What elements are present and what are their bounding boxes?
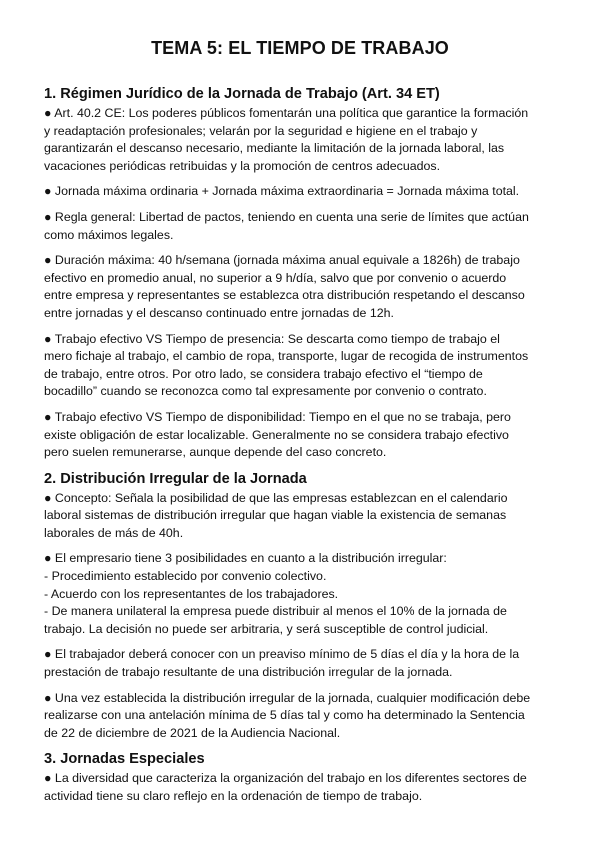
text-line: garantizarán el descanso necesario, mediante la limitación de la jornada laboral, las	[44, 141, 505, 156]
section-heading: 2. Distribución Irregular de la Jornada	[44, 470, 307, 487]
text-line: de trabajo, entre otros. Por otro lado, se considera trabajo efectivo el “tiempo de	[44, 366, 483, 381]
text-line: vacaciones periódicas retribuidas y la promoción de centros adecuados.	[44, 158, 441, 173]
text-line: trabajo. La decisión no puede ser arbitraria, y será susceptible de control judicial.	[44, 621, 489, 636]
text-line: laborales de más de 40h.	[44, 525, 184, 540]
text-line: y readaptación profesionales; velarán por la seguridad e higiene en el trabajo y	[44, 123, 478, 138]
text-line: ● Una vez establecida la distribución irregular de la jornada, cualquier modificación debe	[44, 690, 531, 705]
text-line: ● El empresario tiene 3 posibilidades en cuanto a la distribución irregular:	[44, 551, 447, 566]
document-title: TEMA 5: EL TIEMPO DE TRABAJO	[151, 38, 449, 58]
text-line: ● Concepto: Señala la posibilidad de que las empresas establezcan en el calendario	[44, 490, 508, 505]
text-line: ● La diversidad que caracteriza la organización del trabajo en los diferentes sectores de	[44, 771, 527, 786]
section-3	[44, 750, 556, 805]
text-line: - Acuerdo con los representantes de los trabajadores.	[44, 586, 339, 601]
text-line: prestación de trabajo resultante de una distribución irregular de la jornada.	[44, 665, 453, 680]
section-2	[44, 470, 556, 743]
bullet-paragraph	[44, 646, 556, 681]
text-line: ● Trabajo efectivo VS Tiempo de disponibilidad: Tiempo en el que no se trabaja, pero	[44, 409, 511, 424]
text-line: actividad tiene su claro reflejo en la ordenación de tiempo de trabajo.	[44, 789, 423, 803]
bullet-paragraph	[44, 252, 556, 322]
section-heading: 3. Jornadas Especiales	[44, 751, 205, 768]
bullet-paragraph	[44, 183, 556, 201]
text-line: realizarse con una antelación mínima de 5 días tal y como ha determinado la Sentencia	[44, 708, 525, 723]
bullet-paragraph	[44, 209, 556, 244]
text-line: ● Jornada máxima ordinaria + Jornada máxima extraordinaria = Jornada máxima total.	[44, 184, 520, 199]
text-line: bocadillo” cuando se reconozca como tal expresamente por convenio o contrato.	[44, 384, 487, 399]
text-line: pero suelen remunerarse, aunque depende del caso concreto.	[44, 445, 387, 460]
text-line: entre jornadas y el descanso continuado entre jornadas de 12h.	[44, 305, 394, 320]
text-line: laboral sistemas de distribución irregular que hagan viable la existencia de semanas	[44, 508, 507, 523]
section-1	[44, 85, 556, 462]
bullet-paragraph	[44, 409, 556, 462]
bullet-paragraph	[44, 690, 556, 743]
text-line: efectivo en promedio anual, no superior a 9 h/día, salvo que por convenio o acuerdo	[44, 270, 507, 285]
section-heading: 1. Régimen Jurídico de la Jornada de Trabajo (Art. 34 ET)	[44, 86, 440, 102]
text-line: mero fichaje al trabajo, el cambio de ropa, transporte, lugar de recogida de instrumentos	[44, 349, 529, 364]
text-line: de 22 de diciembre de 2021 de la Audiencia Nacional.	[44, 725, 341, 740]
text-line: - Procedimiento establecido por convenio colectivo.	[44, 569, 327, 584]
text-line: ● El trabajador deberá conocer con un preaviso mínimo de 5 días el día y la hora de la	[44, 647, 520, 662]
bullet-paragraph	[44, 105, 556, 175]
text-line: ● Duración máxima: 40 h/semana (jornada máxima anual equivale a 1826h) de trabajo	[44, 253, 520, 268]
bullet-paragraph	[44, 550, 556, 638]
text-line: ● Art. 40.2 CE: Los poderes públicos fomentarán una política que garantice la formación	[44, 106, 529, 120]
text-line: ● Regla general: Libertad de pactos, teniendo en cuenta una serie de límites que actúan	[44, 209, 529, 224]
bullet-paragraph	[44, 331, 556, 401]
bullet-paragraph	[44, 770, 556, 805]
document-body	[44, 85, 556, 806]
text-line: - De manera unilateral la empresa puede distribuir al menos el 10% de la jornada de	[44, 604, 507, 619]
bullet-paragraph	[44, 490, 556, 543]
text-line: existe obligación de estar localizable. Generalmente no se considera trabajo efectivo	[44, 427, 509, 442]
text-line: como máximos legales.	[44, 227, 174, 242]
text-line: entre empresa y representantes se establezca otra distribución respetando el descanso	[44, 288, 525, 303]
text-line: ● Trabajo efectivo VS Tiempo de presencia: Se descarta como tiempo de trabajo el	[44, 331, 500, 346]
